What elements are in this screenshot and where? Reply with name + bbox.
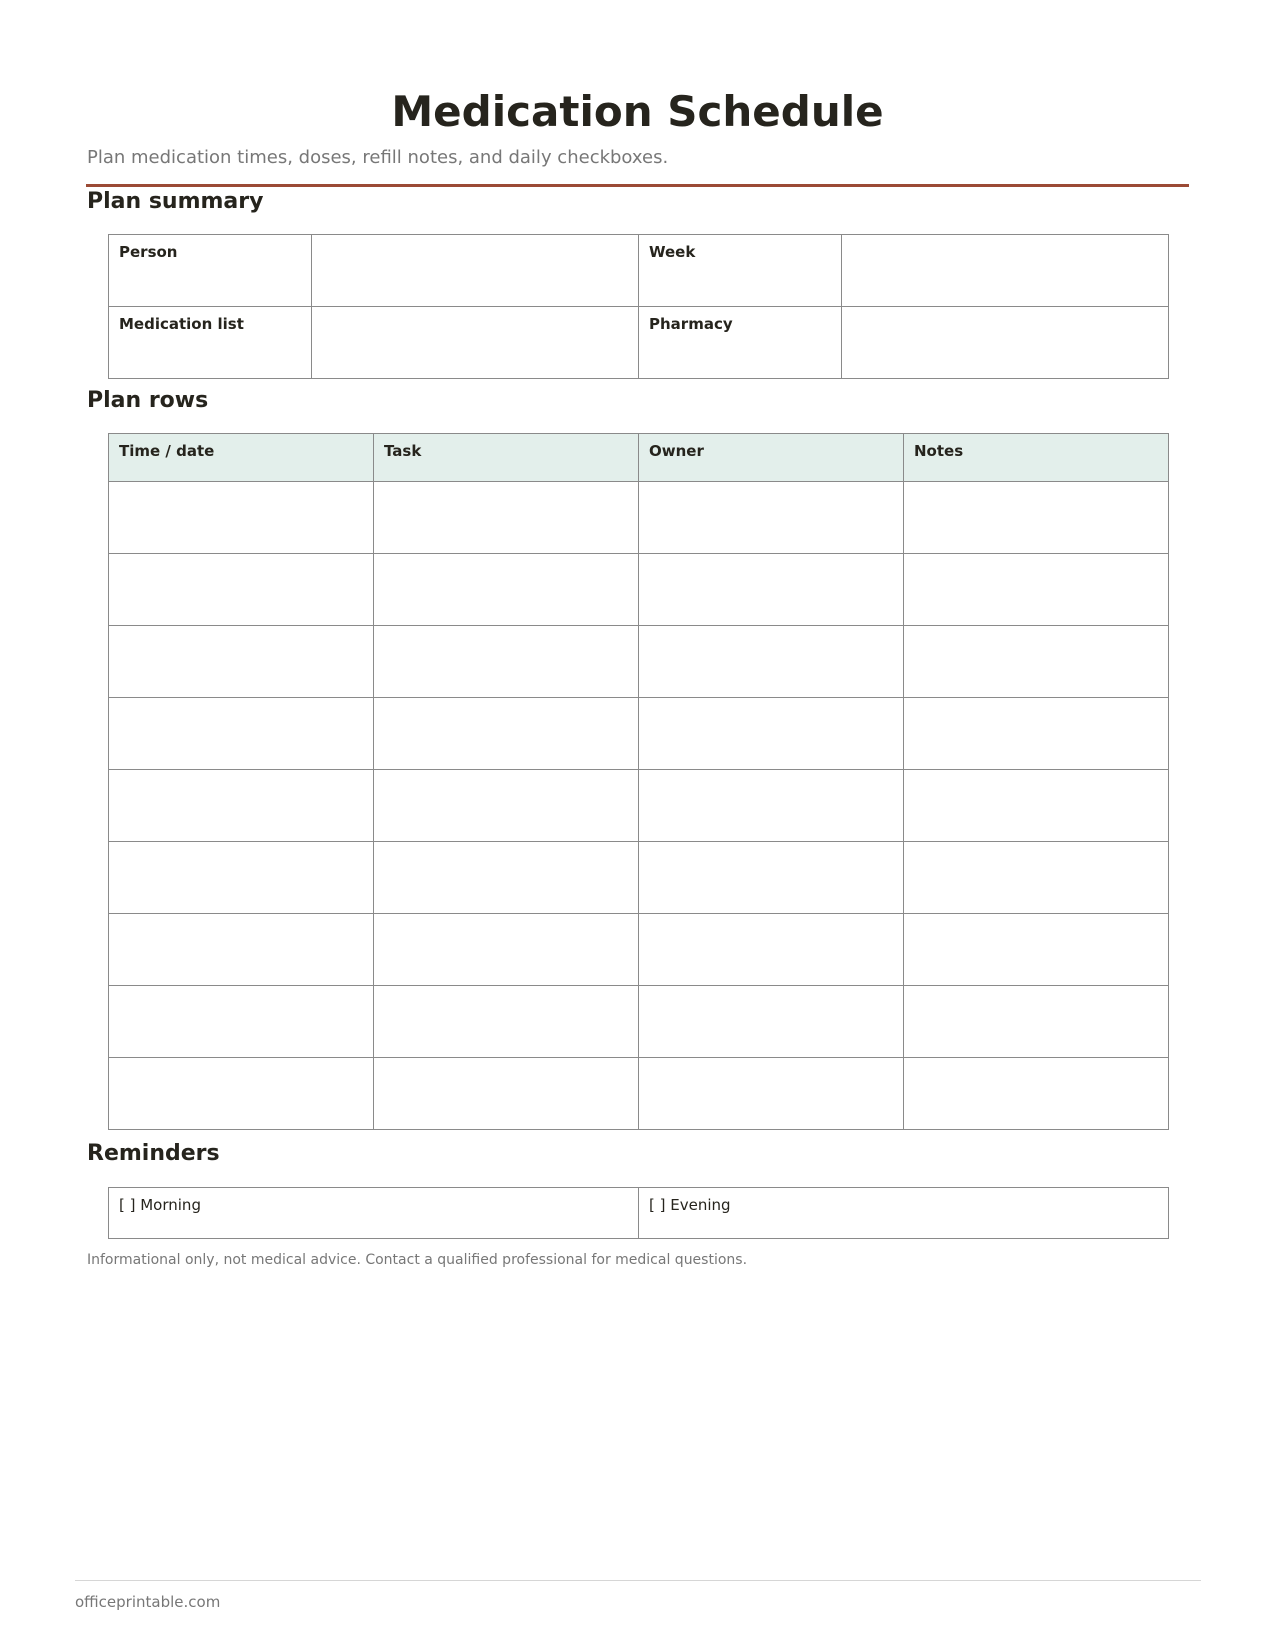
summary-label-week: Week [639,235,842,307]
table-cell-notes[interactable] [904,986,1169,1058]
plan-summary-table [108,234,1169,379]
reminders-row [109,1188,1169,1239]
table-cell-task[interactable] [374,554,639,626]
column-header-time-date: Time / date [109,434,374,482]
summary-label-medication-list: Medication list [109,307,312,379]
table-row [109,554,1169,626]
table-row [109,698,1169,770]
table-cell-notes[interactable] [904,554,1169,626]
table-row [109,914,1169,986]
table-cell-task[interactable] [374,986,639,1058]
table-header-row [109,434,1169,482]
table-cell-owner[interactable] [639,482,904,554]
page-subtitle: Plan medication times, doses, refill notes, and daily checkboxes. [87,147,669,168]
table-row [109,986,1169,1058]
table-cell-task[interactable] [374,842,639,914]
summary-row [109,235,1169,307]
title-divider [86,184,1189,187]
table-cell-task[interactable] [374,698,639,770]
plan-rows-heading: Plan rows [87,388,209,413]
column-header-notes: Notes [904,434,1169,482]
table-cell-task[interactable] [374,1058,639,1130]
table-row [109,1058,1169,1130]
table-row [109,626,1169,698]
footer-divider [75,1580,1201,1581]
reminders-heading: Reminders [87,1141,220,1166]
table-cell-time-date[interactable] [109,554,374,626]
table-cell-notes[interactable] [904,698,1169,770]
table-cell-owner[interactable] [639,986,904,1058]
reminder-morning-checkbox[interactable]: [ ] Morning [109,1188,639,1239]
column-header-owner: Owner [639,434,904,482]
table-cell-notes[interactable] [904,482,1169,554]
table-cell-owner[interactable] [639,914,904,986]
table-cell-time-date[interactable] [109,482,374,554]
summary-field-medication-list[interactable] [312,307,639,379]
summary-label-pharmacy: Pharmacy [639,307,842,379]
table-cell-owner[interactable] [639,1058,904,1130]
footer-site-label: officeprintable.com [75,1593,221,1611]
table-cell-time-date[interactable] [109,986,374,1058]
table-cell-time-date[interactable] [109,770,374,842]
table-cell-time-date[interactable] [109,842,374,914]
table-cell-time-date[interactable] [109,698,374,770]
table-cell-owner[interactable] [639,554,904,626]
table-cell-notes[interactable] [904,914,1169,986]
table-cell-task[interactable] [374,626,639,698]
summary-field-pharmacy[interactable] [842,307,1169,379]
reminders-table [108,1187,1169,1239]
table-cell-task[interactable] [374,914,639,986]
table-cell-owner[interactable] [639,698,904,770]
reminder-evening-checkbox[interactable]: [ ] Evening [639,1188,1169,1239]
disclaimer-text: Informational only, not medical advice. Contact a qualified professional for medical questions. [87,1252,748,1268]
summary-row [109,307,1169,379]
table-cell-notes[interactable] [904,770,1169,842]
table-cell-notes[interactable] [904,626,1169,698]
table-cell-owner[interactable] [639,770,904,842]
table-cell-notes[interactable] [904,842,1169,914]
summary-label-person: Person [109,235,312,307]
plan-rows-table [108,433,1169,1130]
table-cell-time-date[interactable] [109,626,374,698]
table-cell-owner[interactable] [639,842,904,914]
page-title: Medication Schedule [391,87,884,136]
table-row [109,770,1169,842]
plan-summary-heading: Plan summary [87,189,264,214]
summary-field-week[interactable] [842,235,1169,307]
table-cell-time-date[interactable] [109,1058,374,1130]
table-cell-notes[interactable] [904,1058,1169,1130]
column-header-task: Task [374,434,639,482]
plan-rows-body [109,482,1169,1130]
summary-field-person[interactable] [312,235,639,307]
table-cell-time-date[interactable] [109,914,374,986]
table-cell-task[interactable] [374,770,639,842]
table-cell-task[interactable] [374,482,639,554]
table-row [109,842,1169,914]
table-row [109,482,1169,554]
table-cell-owner[interactable] [639,626,904,698]
